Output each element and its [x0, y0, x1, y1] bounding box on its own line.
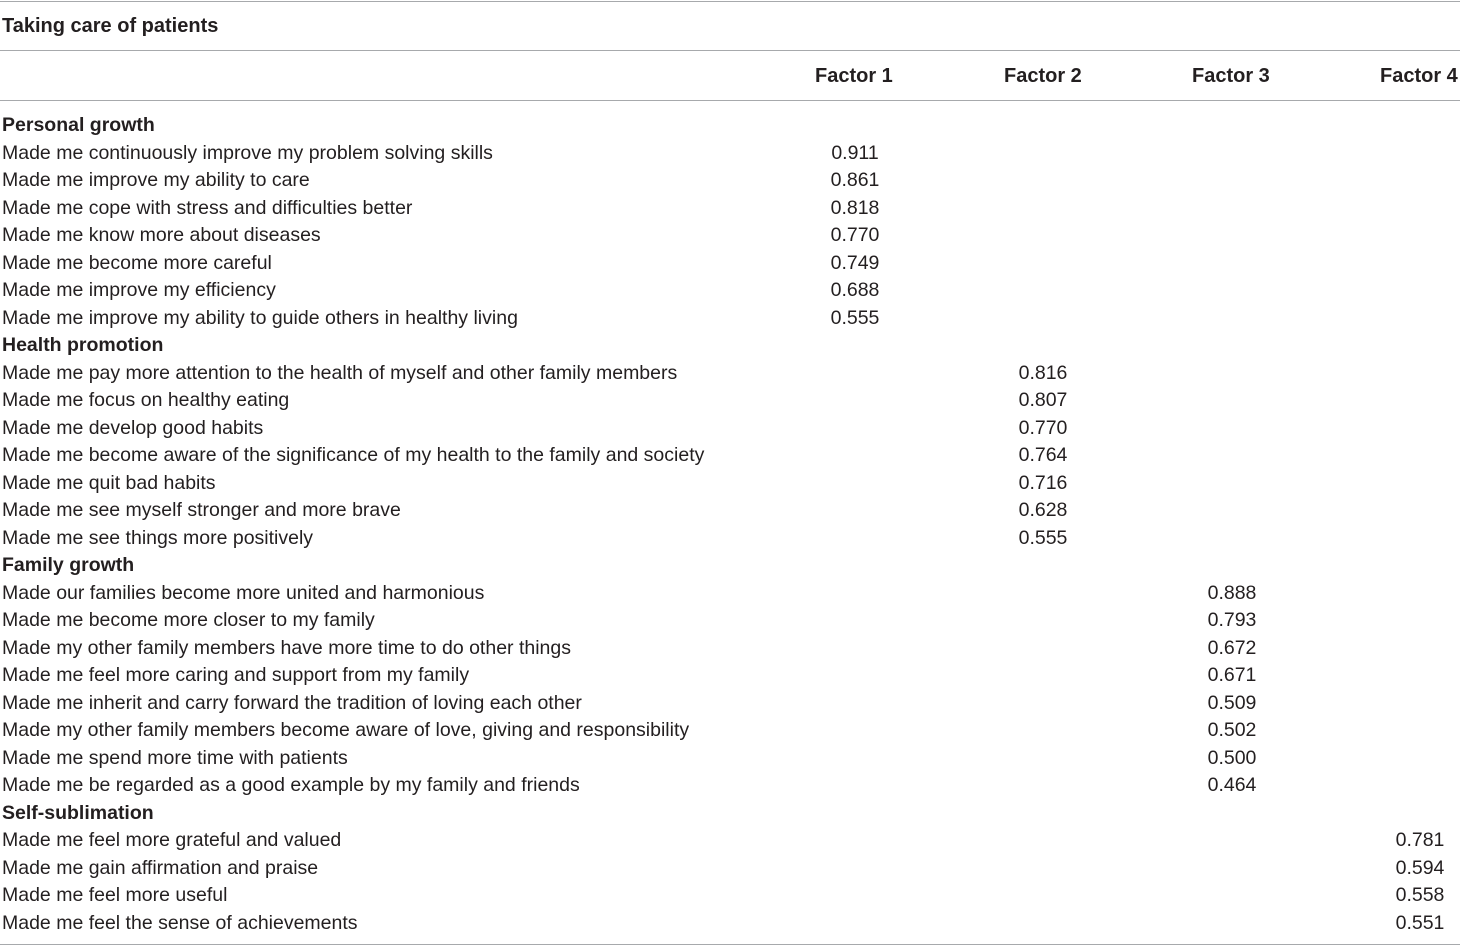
- factor-loading-value: 0.749: [830, 251, 880, 274]
- table-top-rule: [0, 1, 1460, 2]
- table-row: [0, 717, 1460, 745]
- table-row: [0, 442, 1460, 470]
- section-heading: Health promotion: [2, 334, 164, 356]
- factor-loading-value: 0.764: [1018, 444, 1068, 466]
- table-row: [0, 662, 1460, 690]
- table-row: [0, 497, 1460, 525]
- section-heading-row: [0, 552, 1460, 580]
- section-heading: Self-sublimation: [2, 801, 154, 824]
- item-label: Made me become aware of the significance of my health to the family and society: [2, 444, 705, 466]
- factor-loading-value: 0.558: [1395, 884, 1445, 906]
- item-label: Made me spend more time with patients: [2, 746, 348, 769]
- section-heading-row: [0, 112, 1460, 140]
- factor-loading-value: 0.818: [830, 196, 880, 219]
- factor-loading-value: 0.770: [830, 224, 880, 246]
- table-row: [0, 415, 1460, 443]
- factor-loading-value: 0.502: [1207, 719, 1257, 741]
- table-row: [0, 525, 1460, 553]
- factor-loading-value: 0.672: [1207, 636, 1257, 659]
- column-header-factor-3: Factor 3: [1192, 65, 1270, 87]
- factor-loading-value: 0.628: [1018, 499, 1068, 521]
- table-header: [0, 65, 1460, 89]
- item-label: Made me know more about diseases: [2, 224, 321, 246]
- item-label: Made me feel more caring and support from my family: [2, 664, 470, 686]
- column-header-factor-2: Factor 2: [1004, 65, 1082, 87]
- factor-loading-value: 0.716: [1018, 471, 1068, 494]
- header-rule: [0, 100, 1460, 101]
- factor-loading-value: 0.464: [1207, 774, 1257, 796]
- factor-loading-value: 0.688: [830, 279, 880, 301]
- factor-loading-value: 0.793: [1207, 609, 1257, 631]
- item-label: Made me become more closer to my family: [2, 609, 375, 631]
- table-row: [0, 470, 1460, 498]
- factor-loading-value: 0.911: [831, 141, 879, 164]
- factor-loading-value: 0.555: [830, 306, 880, 329]
- item-label: Made me develop good habits: [2, 416, 264, 439]
- table-row: [0, 250, 1460, 278]
- table-row: [0, 910, 1460, 938]
- item-label: Made me cope with stress and difficulties better: [2, 196, 413, 219]
- factor-loading-value: 0.770: [1018, 416, 1068, 439]
- item-label: Made me improve my ability to care: [2, 169, 310, 191]
- item-label: Made me continuously improve my problem solving skills: [2, 141, 493, 164]
- table-row: [0, 607, 1460, 635]
- factor-loading-value: 0.671: [1207, 664, 1257, 686]
- table-row: [0, 305, 1460, 333]
- table-row: [0, 222, 1460, 250]
- item-label: Made our families become more united and harmonious: [2, 581, 485, 604]
- factor-loading-value: 0.861: [830, 169, 880, 191]
- item-label: Made me feel more grateful and valued: [2, 829, 342, 851]
- table-row: [0, 277, 1460, 305]
- table-row: [0, 882, 1460, 910]
- table-row: [0, 855, 1460, 883]
- factor-loading-value: 0.807: [1018, 389, 1068, 411]
- item-label: Made me improve my efficiency: [2, 279, 276, 301]
- section-heading: Personal growth: [2, 114, 155, 136]
- item-label: Made me see things more positively: [2, 526, 314, 549]
- item-label: Made me focus on healthy eating: [2, 389, 290, 411]
- item-label: Made me feel the sense of achievements: [2, 911, 358, 934]
- item-label: Made me gain affirmation and praise: [2, 856, 319, 879]
- item-label: Made me be regarded as a good example by my family and friends: [2, 774, 580, 796]
- table-row: [0, 195, 1460, 223]
- table-row: [0, 635, 1460, 663]
- table-row: [0, 580, 1460, 608]
- factor-loading-value: 0.594: [1395, 856, 1445, 879]
- table-row: [0, 827, 1460, 855]
- factor-loading-value: 0.551: [1395, 911, 1445, 934]
- column-header-factor-1: Factor 1: [815, 65, 893, 87]
- factor-loading-value: 0.509: [1207, 691, 1257, 714]
- table-caption: Taking care of patients: [2, 15, 219, 37]
- table-row: [0, 140, 1460, 168]
- table-body: [0, 112, 1460, 937]
- table-row: [0, 387, 1460, 415]
- section-heading: Family growth: [2, 554, 135, 576]
- item-label: Made me improve my ability to guide others in healthy living: [2, 306, 518, 329]
- item-label: Made me become more careful: [2, 251, 272, 274]
- item-label: Made me see myself stronger and more brave: [2, 499, 401, 521]
- item-label: Made me pay more attention to the health of myself and other family members: [2, 361, 678, 384]
- table-row: [0, 167, 1460, 195]
- column-header-factor-4: Factor 4: [1380, 65, 1458, 87]
- factor-loading-value: 0.500: [1207, 746, 1257, 769]
- item-label: Made me feel more useful: [2, 884, 228, 906]
- factor-loading-value: 0.555: [1018, 526, 1068, 549]
- section-heading-row: [0, 332, 1460, 360]
- item-label: Made my other family members become aware of love, giving and responsibility: [2, 719, 690, 741]
- table-row: [0, 772, 1460, 800]
- table-row: [0, 360, 1460, 388]
- item-label: Made my other family members have more time to do other things: [2, 636, 571, 659]
- factor-loading-value: 0.888: [1207, 581, 1257, 604]
- item-label: Made me inherit and carry forward the tradition of loving each other: [2, 691, 582, 714]
- caption-rule: [0, 50, 1460, 51]
- table-bottom-rule: [0, 944, 1460, 945]
- factor-loading-value: 0.816: [1018, 361, 1068, 384]
- factor-loading-value: 0.781: [1395, 829, 1445, 851]
- table-row: [0, 745, 1460, 773]
- section-heading-row: [0, 800, 1460, 828]
- item-label: Made me quit bad habits: [2, 471, 216, 494]
- table-row: [0, 690, 1460, 718]
